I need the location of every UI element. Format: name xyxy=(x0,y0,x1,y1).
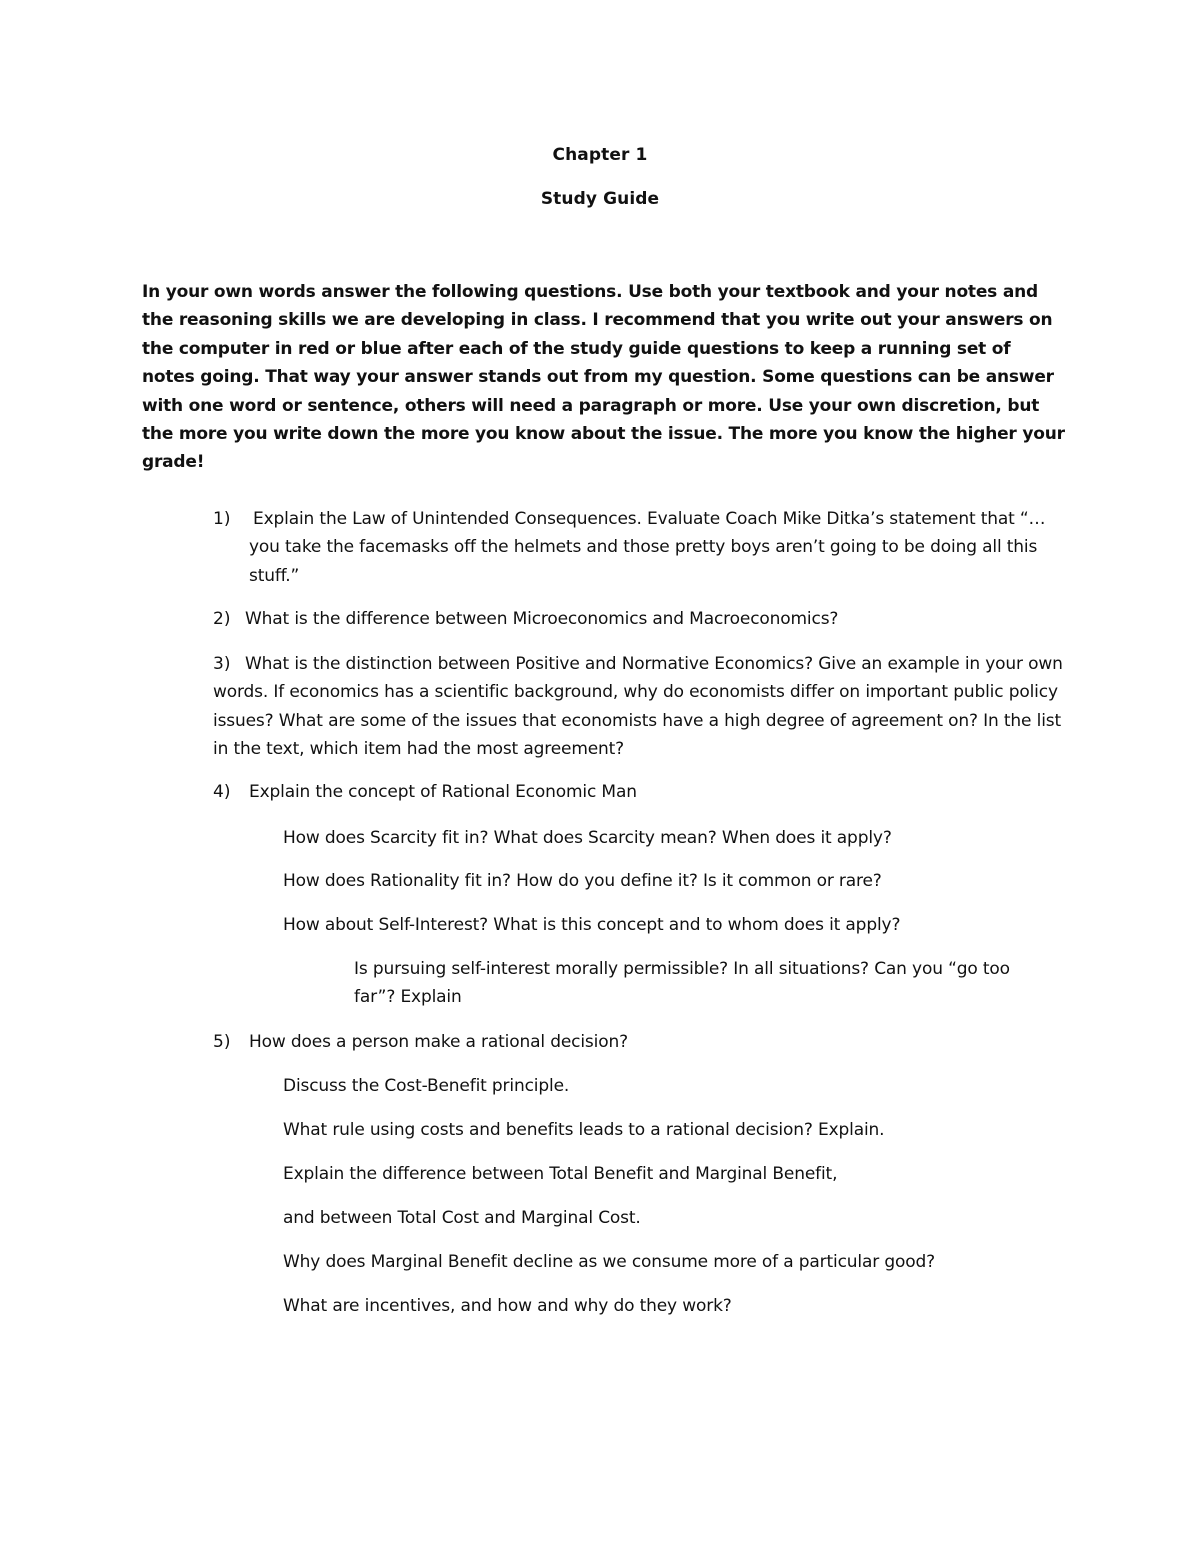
sub-sub-question: Is pursuing self-interest morally permissible? In all situations? Can you “go too far”? Explain xyxy=(354,959,1010,1008)
sub-question: How does Rationality fit in? How do you define it? Is it common or rare? xyxy=(283,871,882,891)
sub-question: Discuss the Cost-Benefit principle. xyxy=(283,1076,570,1096)
page-subtitle: Study Guide xyxy=(540,189,660,209)
sub-question: What rule using costs and benefits leads to a rational decision? Explain. xyxy=(283,1120,885,1140)
sub-question: Why does Marginal Benefit decline as we consume more of a particular good? xyxy=(283,1252,936,1272)
question-text: What is the distinction between Positive and Normative Economics? Give an example in your own words. If economics has a scientific background, why do economists differ on important public policy issues? What are some of the issues that economists have a high degree of agreement on? In the list in the text, which item had the most agreement? xyxy=(213,654,1063,760)
sub-question: How does Scarcity fit in? What does Scarcity mean? When does it apply? xyxy=(283,828,892,848)
sub-question: Explain the difference between Total Benefit and Marginal Benefit, xyxy=(283,1164,838,1184)
question-number: 1) xyxy=(213,509,231,529)
page-title: Chapter 1 xyxy=(552,145,648,165)
question-number: 3) xyxy=(213,654,231,674)
question-text: Explain the Law of Unintended Consequences. Evaluate Coach Mike Ditka’s statement that “…you take the facemasks off the helmets and those pretty boys aren’t going to be doing all this stuff.” xyxy=(249,509,1046,586)
question-text: Explain the concept of Rational Economic Man xyxy=(249,782,637,802)
question-number: 5) xyxy=(213,1032,231,1052)
question-number: 4) xyxy=(213,782,231,802)
sub-question: and between Total Cost and Marginal Cost. xyxy=(283,1208,641,1228)
question-number: 2) xyxy=(213,609,231,629)
sub-question: How about Self-Interest? What is this concept and to whom does it apply? xyxy=(283,915,901,935)
sub-question: What are incentives, and how and why do they work? xyxy=(283,1296,732,1316)
instructions-paragraph: In your own words answer the following questions. Use both your textbook and your notes and the reasoning skills we are developing in class. I recommend that you write out your answers on the computer in red or blue after each of the study guide questions to keep a running set of notes going. That way your answer stands out from my question. Some questions can be answer with one word or sentence, others will need a paragraph or more. Use your own discretion, but the more you write down the more you know about the issue. The more you know the higher your grade! xyxy=(142,282,1065,473)
question-text: What is the difference between Microeconomics and Macroeconomics? xyxy=(245,609,839,629)
question-text: How does a person make a rational decision? xyxy=(249,1032,628,1052)
